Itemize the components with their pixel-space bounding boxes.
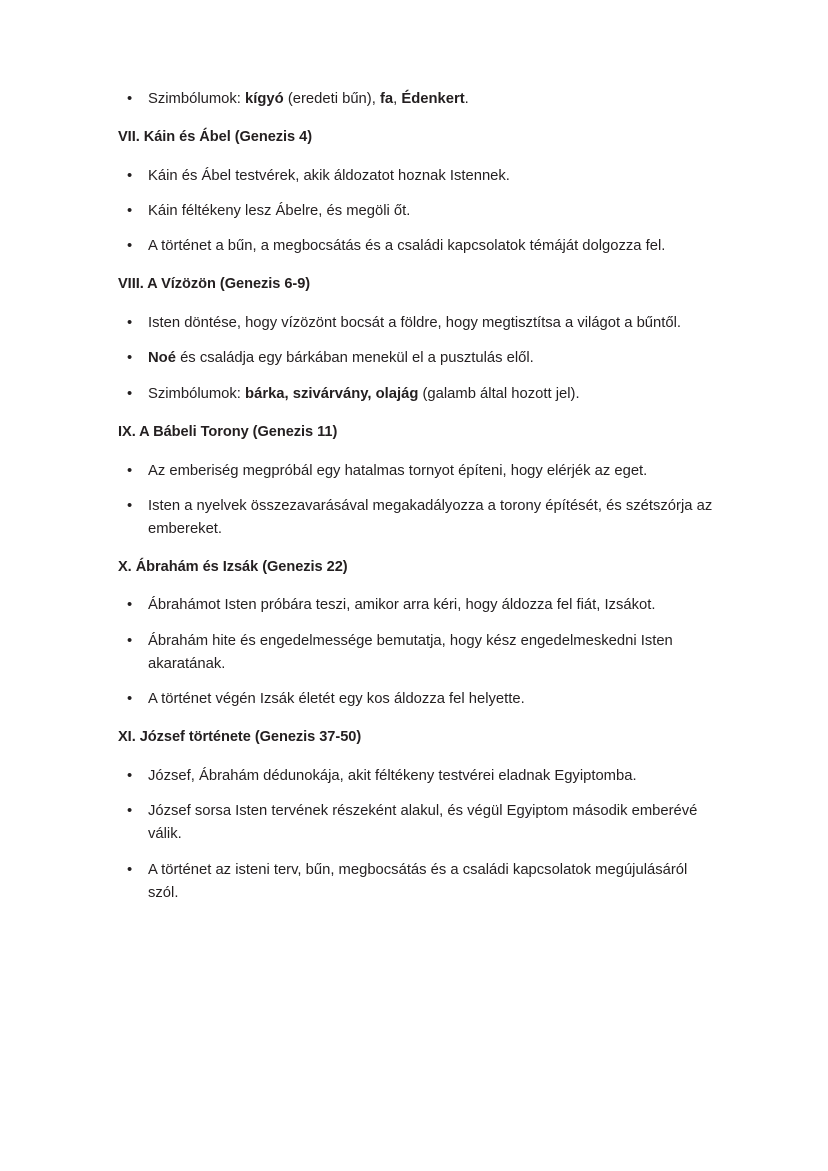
list-item-text (148, 495, 715, 541)
emphasis-text: olajág (375, 385, 419, 402)
bullet-icon: • (127, 167, 133, 184)
bullet-list (118, 594, 715, 711)
emphasis-text: , (367, 385, 376, 402)
list-item (118, 859, 715, 905)
bullet-icon: • (127, 691, 133, 708)
bullet-list (118, 765, 715, 905)
plain-text: József sorsa Isten tervének részeként alakul, és végül Egyiptom második emberévé válik. (148, 803, 698, 843)
plain-text: (galamb által hozott jel). (418, 385, 580, 402)
list-item-text (148, 800, 715, 846)
plain-text: A történet végén Izsák életét egy kos áldozza fel helyette. (148, 691, 525, 708)
list-item (118, 88, 715, 111)
bullet-icon: • (127, 350, 133, 367)
bullet-icon: • (127, 91, 133, 107)
list-item (118, 765, 715, 788)
emphasis-text: kígyó (245, 91, 284, 107)
list-item-text (148, 347, 715, 370)
list-item (118, 800, 715, 846)
emphasis-text: bárka (245, 385, 285, 402)
plain-text: . (464, 91, 469, 107)
list-item (118, 165, 715, 188)
list-item-text (148, 312, 715, 335)
bullet-icon: • (127, 385, 133, 402)
section-heading: XI. József története (Genezis 37-50) (118, 729, 362, 746)
plain-text: A történet a bűn, a megbocsátás és a családi kapcsolatok témáját dolgozza fel. (148, 238, 666, 255)
list-item (118, 347, 715, 370)
plain-text: Ábrahámot Isten próbára teszi, amikor arra kéri, hogy áldozza fel fiát, Izsákot. (148, 597, 656, 614)
plain-text: , (393, 91, 402, 107)
plain-text: Szimbólumok: (148, 385, 246, 402)
list-item-text (148, 630, 715, 676)
bullet-icon: • (127, 767, 133, 784)
list-item-text (148, 200, 715, 223)
list-item-text (148, 859, 715, 905)
plain-text: (eredeti bűn), (283, 91, 380, 107)
bullet-list (118, 460, 715, 541)
section-heading: X. Ábrahám és Izsák (Genezis 22) (118, 558, 348, 575)
section-heading: VII. Káin és Ábel (Genezis 4) (118, 128, 313, 145)
document-content (118, 88, 715, 904)
list-item (118, 594, 715, 617)
emphasis-text: szivárvány (292, 385, 368, 402)
bullet-icon: • (127, 632, 133, 649)
list-item-text (148, 235, 715, 258)
plain-text: Káin és Ábel testvérek, akik áldozatot hoznak Istennek. (148, 167, 510, 184)
bullet-icon: • (127, 203, 133, 220)
plain-text: Az emberiség megpróbál egy hatalmas tornyot építeni, hogy elérjék az eget. (148, 462, 648, 479)
bullet-icon: • (127, 597, 133, 614)
emphasis-text: Noé (148, 350, 176, 367)
bullet-list (118, 312, 715, 406)
plain-text: Szimbólumok: (148, 91, 246, 107)
bullet-icon: • (127, 861, 133, 878)
bullet-icon: • (127, 497, 133, 514)
section-heading: IX. A Bábeli Torony (Genezis 11) (118, 423, 338, 440)
list-item (118, 630, 715, 676)
plain-text: Isten döntése, hogy vízözönt bocsát a földre, hogy megtisztítsa a világot a bűntől. (148, 315, 682, 332)
bullet-list (118, 165, 715, 259)
list-item-text (148, 594, 715, 617)
list-item (118, 200, 715, 223)
emphasis-text: , (284, 385, 293, 402)
emphasis-text: Édenkert (401, 91, 465, 107)
bullet-icon: • (127, 803, 133, 820)
list-item (118, 383, 715, 406)
plain-text: Ábrahám hite és engedelmessége bemutatja, hogy kész engedelmeskedni Isten akaratának. (148, 632, 673, 672)
list-item-text (148, 688, 715, 711)
plain-text: A történet az isteni terv, bűn, megbocsátás és a családi kapcsolatok megújulásáról szól. (148, 861, 688, 901)
plain-text: Káin féltékeny lesz Ábelre, és megöli őt. (148, 203, 411, 220)
bullet-icon: • (127, 238, 133, 255)
plain-text: Isten a nyelvek összezavarásával megakadályozza a torony építését, és szétszórja az embereket. (148, 497, 713, 537)
list-item-text (148, 88, 715, 111)
list-item (118, 460, 715, 483)
list-item (118, 688, 715, 711)
list-item-text (148, 765, 715, 788)
plain-text: és családja egy bárkában menekül el a pusztulás elől. (175, 350, 534, 367)
section-heading: VIII. A Vízözön (Genezis 6-9) (118, 276, 311, 293)
bullet-list (118, 88, 715, 111)
list-item (118, 235, 715, 258)
list-item-text (148, 383, 715, 406)
list-item-text (148, 460, 715, 483)
emphasis-text: fa (379, 91, 394, 107)
list-item (118, 495, 715, 541)
plain-text: József, Ábrahám dédunokája, akit féltékeny testvérei eladnak Egyiptomba. (148, 767, 637, 784)
list-item-text (148, 165, 715, 188)
list-item (118, 312, 715, 335)
bullet-icon: • (127, 462, 133, 479)
bullet-icon: • (127, 315, 133, 332)
